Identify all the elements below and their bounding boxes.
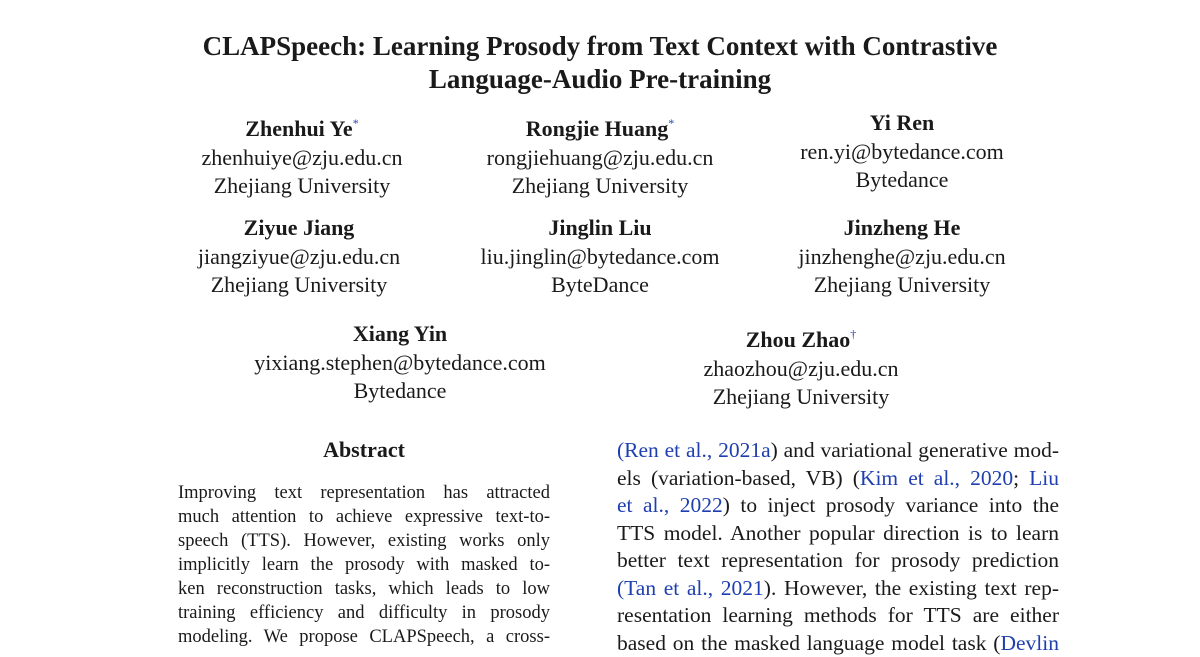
author-affiliation: Zhejiang University: [621, 383, 981, 412]
author-email: jinzhenghe@zju.edu.cn: [722, 243, 1082, 272]
body-line: better text representation for prosody prediction: [617, 547, 1059, 575]
equal-contribution-mark[interactable]: *: [353, 116, 359, 130]
author-affiliation: Zhejiang University: [420, 172, 780, 201]
author-block: [722, 214, 1082, 300]
title-line-1: CLAPSpeech: Learning Prosody from Text Context with Contrastive: [0, 30, 1200, 63]
author-affiliation: Zhejiang University: [722, 271, 1082, 300]
author-email: liu.jinglin@bytedance.com: [420, 243, 780, 272]
author-block: [621, 320, 981, 412]
author-affiliation: Bytedance: [722, 166, 1082, 195]
abstract-line: implicitly learn the prosody with masked to-: [178, 553, 550, 577]
citation-link[interactable]: Kim et al., 2020: [860, 466, 1013, 490]
abstract-line: much attention to achieve expressive text-to-: [178, 505, 550, 529]
citation-link[interactable]: Devlin: [1000, 631, 1059, 655]
body-line: et al., 2022) to inject prosody variance into the: [617, 492, 1059, 520]
author-name: Zhenhui Ye: [245, 116, 352, 141]
author-email: zhaozhou@zju.edu.cn: [621, 355, 981, 384]
author-email: jiangziyue@zju.edu.cn: [119, 243, 479, 272]
author-name: Jinzheng He: [844, 215, 961, 240]
author-affiliation: Zhejiang University: [122, 172, 482, 201]
citation-link[interactable]: Tan et al., 2021: [624, 576, 764, 600]
body-line: TTS model. Another popular direction is to learn: [617, 520, 1059, 548]
author-block: [722, 109, 1082, 195]
citation-link[interactable]: et al., 2022: [617, 493, 723, 517]
paper-title: [0, 30, 1200, 96]
body-line: resentation learning methods for TTS are either: [617, 602, 1059, 630]
author-affiliation: Zhejiang University: [119, 271, 479, 300]
author-affiliation: Bytedance: [220, 377, 580, 406]
citation-link[interactable]: Ren et al., 2021a: [624, 438, 770, 462]
author-email: zhenhuiye@zju.edu.cn: [122, 144, 482, 173]
author-name: Ziyue Jiang: [244, 215, 355, 240]
body-line: (Ren et al., 2021a) and variational generative mod-: [617, 437, 1059, 465]
title-line-2: Language-Audio Pre-training: [0, 63, 1200, 96]
citation-link[interactable]: Liu: [1029, 466, 1059, 490]
author-block: [220, 320, 580, 406]
author-name: Zhou Zhao: [746, 327, 851, 352]
body-text-right-column: [617, 437, 1059, 657]
body-line: els (variation-based, VB) (Kim et al., 2020; Liu: [617, 465, 1059, 493]
abstract-line: Improving text representation has attracted: [178, 481, 550, 505]
abstract-line: speech (TTS). However, existing works only: [178, 529, 550, 553]
abstract-line: modeling. We propose CLAPSpeech, a cross-: [178, 625, 550, 649]
abstract-line: training efficiency and difficulty in prosody: [178, 601, 550, 625]
author-affiliation: ByteDance: [420, 271, 780, 300]
author-email: yixiang.stephen@bytedance.com: [220, 349, 580, 378]
body-line: (Tan et al., 2021). However, the existing text rep-: [617, 575, 1059, 603]
abstract-heading: Abstract: [178, 436, 550, 464]
body-line: based on the masked language model task (Devlin: [617, 630, 1059, 657]
corresponding-author-mark[interactable]: †: [850, 327, 856, 341]
abstract-body: [178, 481, 550, 649]
author-name: Rongjie Huang: [526, 116, 668, 141]
equal-contribution-mark[interactable]: *: [668, 116, 674, 130]
author-name: Yi Ren: [870, 110, 935, 135]
author-email: ren.yi@bytedance.com: [722, 138, 1082, 167]
author-name: Jinglin Liu: [548, 215, 651, 240]
abstract-line: ken reconstruction tasks, which leads to low: [178, 577, 550, 601]
author-email: rongjiehuang@zju.edu.cn: [420, 144, 780, 173]
author-name: Xiang Yin: [353, 321, 447, 346]
